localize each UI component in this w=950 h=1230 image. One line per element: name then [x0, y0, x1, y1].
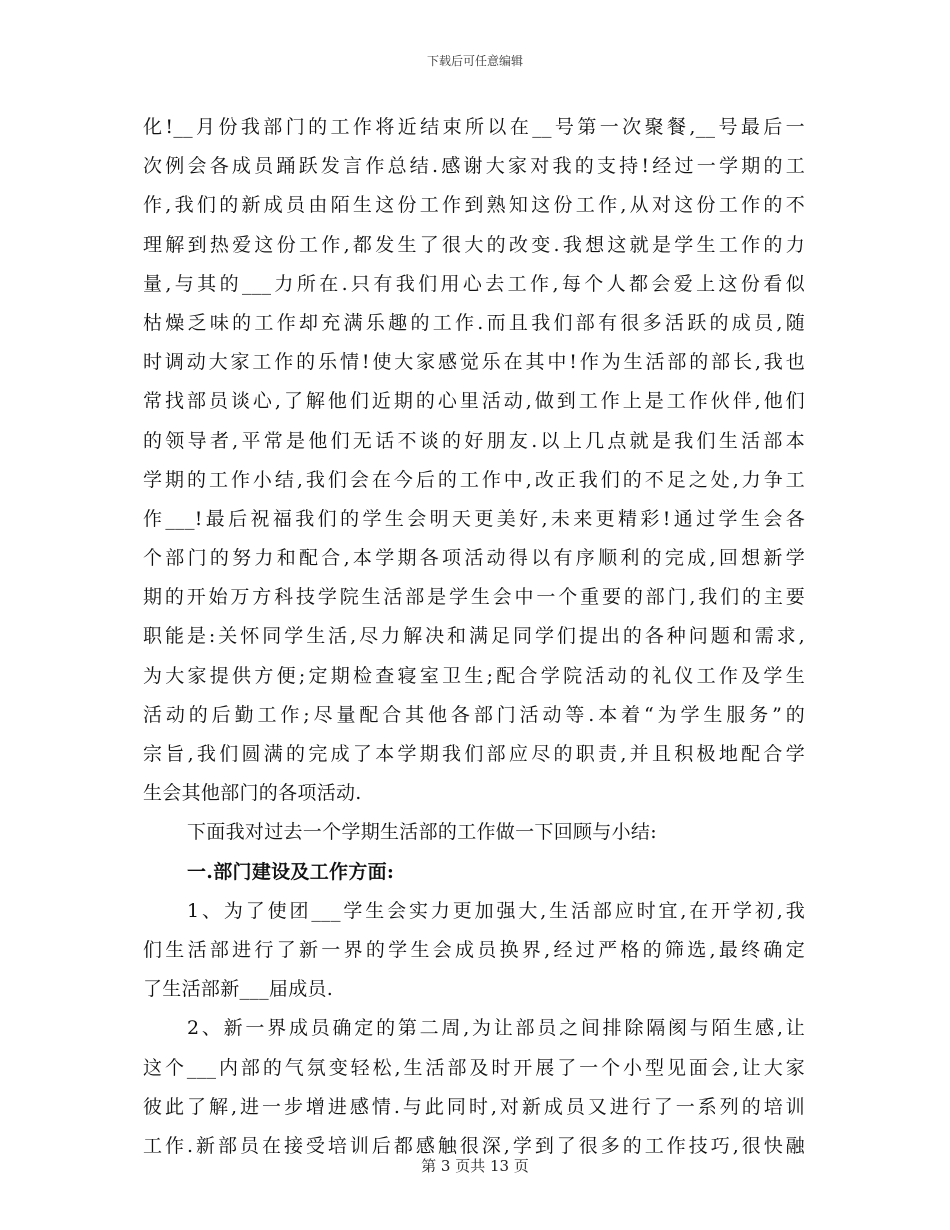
- text-line: 2、新一界成员确定的第二周,为让部员之间排除隔阂与陌生感,让: [187, 1017, 805, 1040]
- text-line: 这个___内部的气氛变轻松,生活部及时开展了一个小型见面会,让大家: [143, 1056, 805, 1079]
- text-line: 期的开始万方科技学院生活部是学生会中一个重要的部门,我们的主要: [143, 586, 805, 609]
- page-header: 下载后可任意编辑: [426, 54, 523, 68]
- text-line: 学期的工作小结,我们会在今后的工作中,改正我们的不足之处,力争工: [143, 468, 805, 491]
- text-line: 时调动大家工作的乐情!使大家感觉乐在其中!作为生活部的部长,我也: [143, 351, 805, 374]
- text-line: 个部门的努力和配合,本学期各项活动得以有序顺利的完成,回想新学: [143, 547, 805, 570]
- text-line: 量,与其的___力所在.只有我们用心去工作,每个人都会爱上这份看似: [143, 272, 805, 295]
- text-line: 理解到热爱这份工作,都发生了很大的改变.我想这就是学生工作的力: [143, 233, 805, 256]
- text-line: 化!__月份我部门的工作将近结束所以在__号第一次聚餐,__号最后一: [143, 116, 805, 138]
- text-line: 职能是:关怀同学生活,尽力解决和满足同学们提出的各种问题和需求,: [143, 625, 805, 648]
- text-line: 为大家提供方便;定期检查寝室卫生;配合学院活动的礼仪工作及学生: [143, 664, 805, 687]
- text-line: 们生活部进行了新一界的学生会成员换界,经过严格的筛选,最终确定: [143, 938, 805, 961]
- text-line: 枯燥乏味的工作却充满乐趣的工作.而且我们部有很多活跃的成员,随: [143, 311, 805, 334]
- text-line: 工作.新部员在接受培训后都感触很深,学到了很多的工作技巧,很快融: [143, 1134, 805, 1157]
- text-line: 的领导者,平常是他们无话不谈的好朋友.以上几点就是我们生活部本: [143, 429, 805, 452]
- text-line: 常找部员谈心,了解他们近期的心里活动,做到工作上是工作伙伴,他们: [143, 390, 805, 413]
- text-line: 彼此了解,进一步增进感情.与此同时,对新成员又进行了一系列的培训: [143, 1095, 805, 1118]
- text-line: 活动的后勤工作;尽量配合其他各部门活动等.本着“为学生服务”的: [143, 703, 805, 726]
- text-line: 宗旨,我们圆满的完成了本学期我们部应尽的职责,并且积极地配合学: [143, 743, 805, 765]
- text-line: 作___!最后祝福我们的学生会明天更美好,未来更精彩!通过学生会各: [143, 507, 805, 530]
- text-line: 次例会各成员踊跃发言作总结.感谢大家对我的支持!经过一学期的工: [143, 155, 805, 178]
- page-number: 第 3 页共 13 页: [421, 1157, 529, 1175]
- text-line: 作,我们的新成员由陌生这份工作到熟知这份工作,从对这份工作的不: [143, 194, 805, 217]
- text-line: 了生活部新___届成员.: [143, 978, 334, 1001]
- text-line: 1、为了使团___学生会实力更加强大,生活部应时宜,在开学初,我: [187, 899, 805, 922]
- text-line: 下面我对过去一个学期生活部的工作做一下回顾与小结:: [187, 821, 657, 844]
- section-heading: 一.部门建设及工作方面:: [187, 860, 395, 883]
- text-line: 生会其他部门的各项活动.: [143, 782, 362, 805]
- document-body: [143, 108, 805, 1166]
